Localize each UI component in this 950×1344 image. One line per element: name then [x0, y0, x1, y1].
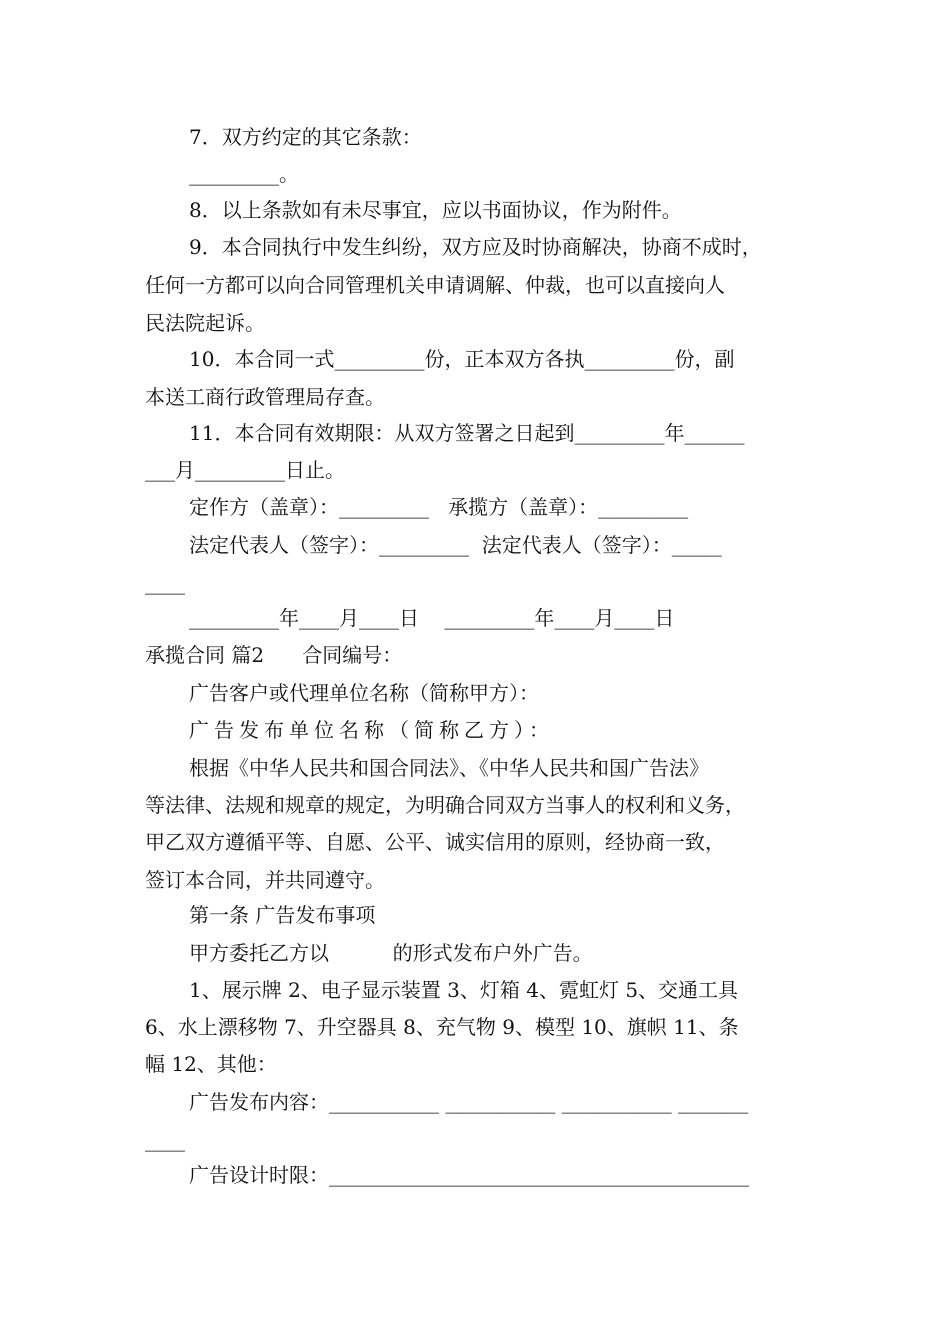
ad-types-line-2: 6、水上漂移物 7、升空器具 8、充气物 9、模型 10、旗帜 11、条	[145, 1015, 739, 1039]
ad-content-line: 广告发布内容：___________ ___________ ___________ _______	[189, 1090, 749, 1114]
preamble-line-2: 等法律、法规和规章的规定，为明确合同双方当事人的权利和义务，	[145, 793, 745, 817]
article-1-text: 甲方委托乙方以 的形式发布户外广告。	[189, 941, 593, 965]
clause-7-blank: _________。	[189, 162, 299, 186]
clause-11-line-2: ___月_________日止。	[145, 458, 345, 482]
party-b-line: 广告发布单位名称（简称乙方）：	[189, 718, 554, 742]
preamble-line-4: 签订本合同，并共同遵守。	[145, 868, 385, 892]
signature-line: 法定代表人（签字）：_________ 法定代表人（签字）：_____	[189, 533, 722, 557]
clause-10-line-1: 10．本合同一式_________份，正本双方各执_________份，副	[189, 347, 735, 371]
clause-10-line-2: 本送工商行政管理局存查。	[145, 385, 385, 409]
ad-types-line-1: 1、展示牌 2、电子显示装置 3、灯箱 4、霓虹灯 5、交通工具	[189, 978, 739, 1002]
preamble-line-3: 甲乙双方遵循平等、自愿、公平、诚实信用的原则，经协商一致，	[145, 830, 725, 854]
ad-design-deadline-line: 广告设计时限：__________________________________________	[189, 1163, 749, 1187]
preamble-line-1: 根据《中华人民共和国合同法》、《中华人民共和国广告法》	[189, 756, 709, 780]
clause-11-line-1: 11．本合同有效期限：从双方签署之日起到_________年______	[189, 421, 745, 445]
seal-line: 定作方（盖章）：_________ 承揽方（盖章）：_________	[189, 495, 689, 519]
clause-8: 8．以上条款如有未尽事宜，应以书面协议，作为附件。	[189, 198, 682, 222]
clause-9-line-3: 民法院起诉。	[145, 311, 265, 335]
article-1-heading: 第一条 广告发布事项	[189, 903, 376, 927]
clause-7: 7．双方约定的其它条款：	[189, 125, 422, 149]
date-line: _________年____月____日 _________年____月____日	[189, 606, 675, 630]
clause-9-line-1: 9．本合同执行中发生纠纷，双方应及时协商解决，协商不成时，	[189, 235, 762, 259]
party-a-line: 广告客户或代理单位名称（简称甲方）：	[189, 681, 539, 705]
clause-9-line-2: 任何一方都可以向合同管理机关申请调解、仲裁，也可以直接向人	[145, 273, 725, 297]
contract-2-heading: 承揽合同 篇2 合同编号：	[145, 643, 403, 667]
ad-content-line-cont: ____	[145, 1128, 185, 1152]
signature-line-cont: ____	[145, 571, 185, 595]
ad-types-line-3: 幅 12、其他：	[145, 1052, 277, 1076]
